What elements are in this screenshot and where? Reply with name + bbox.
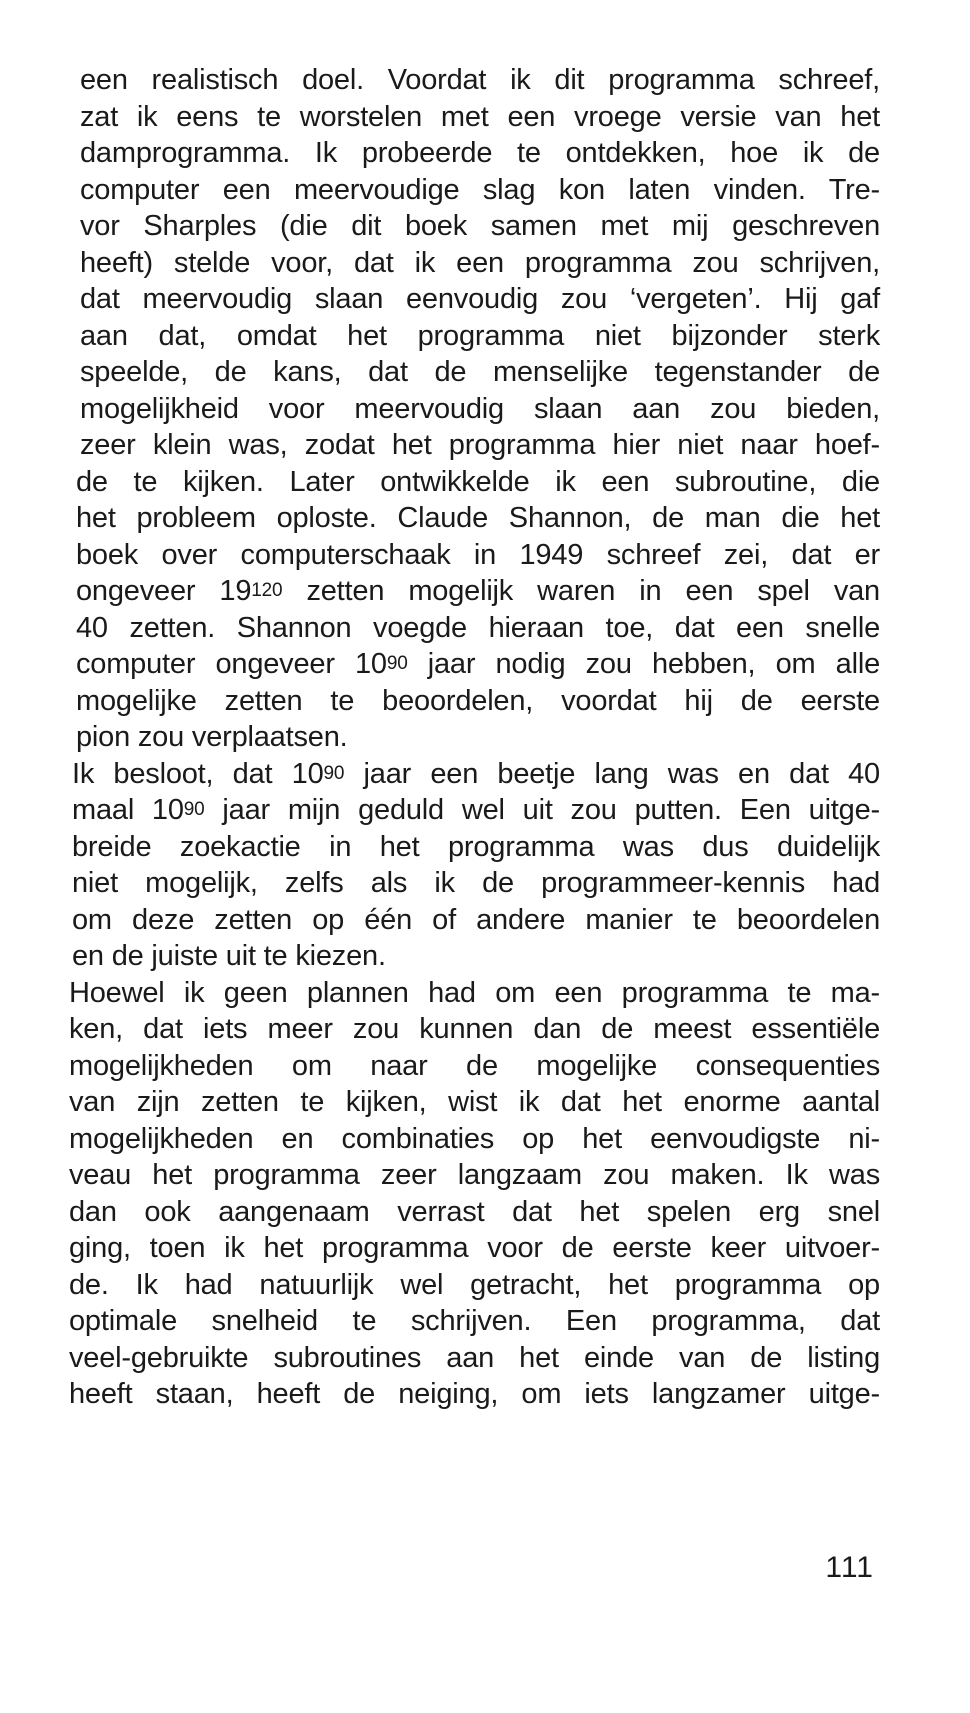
text-line: van zijn zetten te kijken, wist ik dat het enorme aantal [69,1086,880,1118]
exponent: 120 [251,580,283,601]
line-text-before: Ik besloot, dat 10 [72,757,324,790]
text-line [76,646,880,683]
text-line: veau het programma zeer langzaam zou maken. Ik was [69,1159,880,1191]
text-line: heeft staan, heeft de neiging, om iets langzamer uitge- [69,1378,880,1410]
exponent: 90 [323,762,345,784]
text-line [76,573,880,610]
text-line: ging, toen ik het programma voor de eerste keer uitvoer- [69,1232,880,1264]
text-line: de te kijken. Later ontwikkelde ik een subroutine, die [76,465,880,498]
text-line: om deze zetten op één of andere manier te beoordelen [72,903,880,936]
text-line: boek over computerschaak in 1949 schreef zei, dat er [76,538,880,571]
line-text-after: jaar een beetje lang was en dat 40 [344,757,880,790]
text-line: een realistisch doel. Voordat ik dit programma schreef, [80,64,880,96]
line-text-after: jaar nodig zou hebben, om alle [407,648,880,680]
text-line: 40 zetten. Shannon voegde hieraan toe, dat een snelle [76,611,880,644]
line-text-after: zetten mogelijk waren in een spel van [282,575,880,607]
text-line: heeft) stelde voor, dat ik een programma zou schrijven, [80,246,880,279]
text-line: computer een meervoudige slag kon laten vinden. Tre- [80,173,880,206]
text-line: speelde, de kans, dat de menselijke tegenstander de [80,356,880,388]
text-line: mogelijkheid voor meervoudig slaan aan zou bieden, [80,392,880,425]
text-line: mogelijkheden en combinaties op het eenvoudigste ni- [69,1122,880,1155]
text-line: Hoewel ik geen plannen had om een programma te ma- [69,976,880,1009]
line-text-before: maal 10 [72,794,184,826]
text-line: damprogramma. Ik probeerde te ontdekken, hoe ik de [80,137,880,169]
line-text-after: jaar mijn geduld wel uit zou putten. Een uitge- [204,794,880,826]
text-line: mogelijke zetten te beoordelen, voordat hij de eerste [76,684,880,717]
text-line: zeer klein was, zodat het programma hier niet naar hoef- [80,429,880,461]
text-line: optimale snelheid te schrijven. Een programma, dat [69,1305,880,1337]
exponent: 90 [183,799,205,820]
exponent: 90 [386,653,408,674]
text-line: pion zou verplaatsen. [76,721,348,753]
page-number: 111 [825,1551,874,1584]
text-line: zat ik eens te worstelen met een vroege versie van het [80,100,880,133]
text-line: het probleem oploste. Claude Shannon, de man die het [76,502,880,534]
text-line: de. Ik had natuurlijk wel getracht, het programma op [69,1268,880,1301]
text-line: vor Sharples (die dit boek samen met mij geschreven [80,210,880,242]
body-text [69,62,880,1413]
text-line: veel-gebruikte subroutines aan het einde van de listing [69,1341,880,1374]
text-line [72,792,880,829]
text-line: aan dat, omdat het programma niet bijzonder sterk [80,319,880,352]
text-line: breide zoekactie in het programma was dus duidelijk [72,830,880,863]
text-line: ken, dat iets meer zou kunnen dan de meest essentiële [69,1013,880,1045]
text-line: mogelijkheden om naar de mogelijke consequenties [69,1049,880,1082]
text-line [72,756,880,793]
text-line: dat meervoudig slaan eenvoudig zou ‘vergeten’. Hij gaf [80,283,880,315]
text-line: niet mogelijk, zelfs als ik de programmeer-kennis had [72,867,880,899]
line-text-before: computer ongeveer 10 [76,648,387,680]
line-text-before: ongeveer 19 [76,575,252,607]
text-line: dan ook aangenaam verrast dat het spelen erg snel [69,1195,880,1228]
text-line: en de juiste uit te kiezen. [72,940,386,972]
